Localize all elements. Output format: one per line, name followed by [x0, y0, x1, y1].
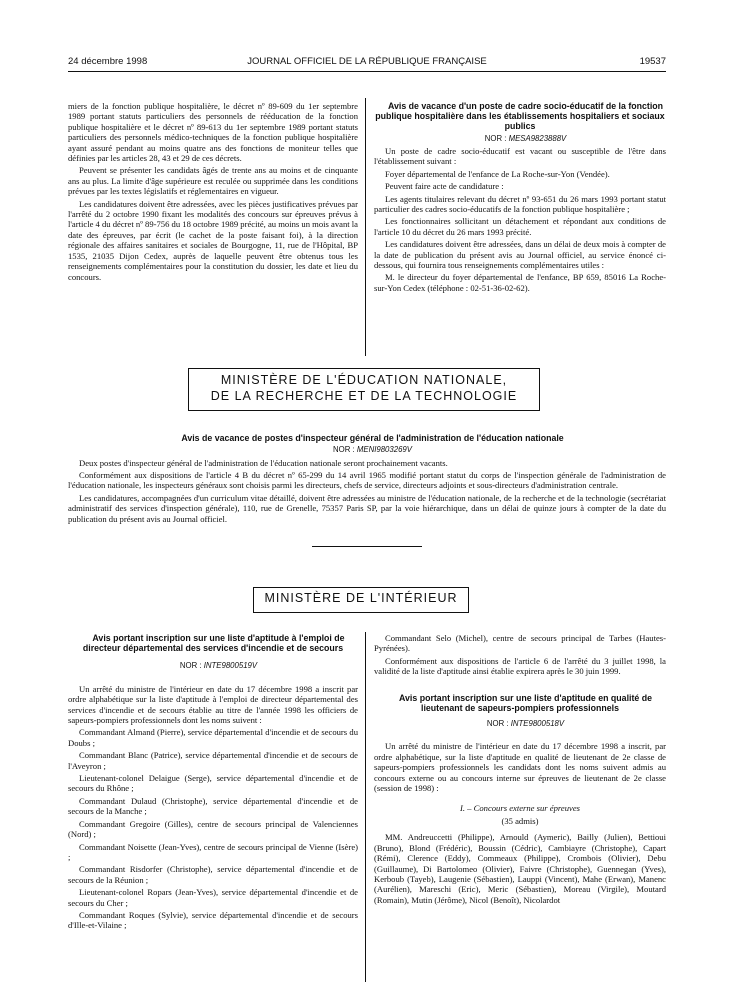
list-item: Lieutenant-colonel Delaigue (Serge), service départemental d'incendie et de secours du Rhône ;	[68, 773, 358, 794]
paragraph: Les candidatures, accompagnées d'un curriculum vitae détaillé, doivent être adressées au ministre de l'éducation nationale, de la recherche et de la technologie (secrétariat administratif des services d'inspection générale), 110, rue de Grenelle, 75357 Paris SP, par la voie hiérarchique, dans un délai de quinze jours à compter de la date du publication du présent avis au Journal officiel.	[68, 492, 666, 524]
ministry-interior-box	[253, 587, 469, 613]
top-left-column	[68, 101, 358, 284]
header-journal-title: JOURNAL OFFICIEL DE LA RÉPUBLIQUE FRANÇAISE	[247, 56, 487, 67]
nor-reference: NOR : INTE9800519V	[179, 661, 258, 671]
ministry-line: MINISTÈRE DE L'INTÉRIEUR	[264, 591, 458, 605]
admitted-count: (35 admis)	[501, 815, 539, 826]
column-divider	[365, 98, 366, 356]
paragraph: Conformément aux dispositions de l'article 4 B du décret nº 65-299 du 14 avril 1965 modifié portant statut du corps de l'inspection générale de l'administration de l'éducation nationale, les inspecteurs généraux sont choisis parmi les directeurs, chefs de service, directeurs adjoints et sous-directeurs d'administration centrale.	[68, 470, 666, 491]
education-notice	[68, 433, 666, 526]
section-separator	[312, 546, 422, 547]
paragraph: miers de la fonction publique hospitalière, le décret nº 89-609 du 1er septembre 1989 portant statuts particuliers des personnels de rééducation de la fonction publique hospitalière et le décret nº 89-613 du 1er septembre 1989 portant statuts particuliers des personnels médico-techniques de la fonction publique hospitalière ayant assuré pendant au moins quatre ans des fonctions de moniteur telles que définies par les articles 28, 43 et 29 de ces décrets.	[68, 101, 358, 164]
section-heading: I. – Concours externe sur épreuves	[460, 803, 580, 814]
list-item: Commandant Blanc (Patrice), service départemental d'incendie et de secours de l'Aveyron ;	[68, 750, 358, 771]
paragraph: Les fonctionnaires sollicitant un détachement et répondant aux conditions de l'article 10 du décret du 26 mars 1993 précité.	[374, 216, 666, 237]
notice-title: Avis de vacance d'un poste de cadre socio-éducatif de la fonction publique hospitalière dans les établissements hospitaliers et sociaux publics	[375, 101, 665, 132]
notice-title: Avis portant inscription sur une liste d'aptitude en qualité de lieutenant de sapeurs-pompiers professionnels	[399, 692, 652, 713]
notice-title: Avis portant inscription sur une liste d'aptitude à l'emploi de directeur départemental des services d'incendie et de secours	[82, 633, 345, 654]
nor-reference: NOR : MESA9823888V	[484, 133, 567, 143]
ministry-education-box	[188, 368, 540, 411]
header-rule	[68, 71, 666, 72]
list-item: Commandant Gregoire (Gilles), centre de secours principal de Valenciennes (Nord) ;	[68, 818, 358, 840]
paragraph: Un arrêté du ministre de l'intérieur en date du 17 décembre 1998 a inscrit par ordre alphabétique sur la liste d'aptitude à l'emploi de directeur départemental des services d'incendie et de secours établie au titre de l'année 1998 les officiers de sapeurs-pompiers professionnels dont les noms suivent :	[68, 683, 358, 726]
paragraph: Un arrêté du ministre de l'intérieur en date du 17 décembre 1998 a inscrit, par ordre alphabétique, sur la liste d'aptitude en qualité de lieutenant de 2e classe de sapeurs-pompiers professionnels les candidats dont les noms suivent admis au concours externe ou au concours interne sur épreuves de lieutenant de 2e classe (session de 1998) :	[374, 741, 666, 794]
admitted-names: MM. Andreuccetti (Philippe), Arnould (Aymeric), Bailly (Julien), Bettioui (Bruno), Blond (Frédéric), Boussin (Cédric), Cambiayre (Christophe), Capart (Rémi), Clerence (Eddy), Commeaux (Philippe), Crombois (Olivier), Debu (Guillaume), Di Bartolomeo (Olivier), Faivre (Christophe), Guennegan (Yves), Kerboub (Tayeb), Laugenie (Sébastien), Lauppi (Vincent), Mahe (Erwan), Manenc (Aurélien), Mareschi (Eric), Meric (Sébastien), Moreau (Virgile), Moutard (Romain), Mutin (Jérôme), Nicol (Benoît), Nicolardot	[374, 832, 666, 905]
interior-left-column	[68, 633, 358, 933]
paragraph: Deux postes d'inspecteur général de l'administration de l'éducation nationale seront prochainement vacants.	[79, 457, 448, 468]
header-date: 24 décembre 1998	[68, 56, 148, 67]
list-item: Commandant Dulaud (Christophe), service départemental d'incendie et de secours de la Manche ;	[68, 795, 358, 817]
top-right-column	[374, 101, 666, 295]
paragraph: M. le directeur du foyer départemental de l'enfance, BP 659, 85016 La Roche-sur-Yon Cedex (téléphone : 02-51-36-02-62).	[374, 272, 666, 293]
list-item: Commandant Almand (Pierre), service départemental d'incendie et de secours du Doubs ;	[68, 727, 358, 748]
paragraph: Les candidatures doivent être adressées, avec les pièces justificatives prévues par l'arrêté du 2 octobre 1990 fixant les modalités des concours sur épreuves prévus à l'article 4 du décret nº 89-756 du 18 octobre 1989 précité, au moins un mois avant la date des épreuves, par écrit (le cachet de la poste faisant foi), à la direction régionale des affaires sanitaires et sociales de Bourgogne, 11, rue de l'Hôpital, BP 1535, 21035 Dijon Cedex, auprès de laquelle peuvent être obtenus tous les renseignements complémentaires pour la constitution du dossier, les date et lieu du concours.	[68, 198, 358, 282]
paragraph: Les agents titulaires relevant du décret nº 93-651 du 26 mars 1993 portant statut particulier des cadres socio-éducatifs de la fonction publique hospitalière ;	[374, 193, 666, 215]
interior-right-column	[374, 633, 666, 907]
paragraph: Peuvent faire acte de candidature :	[385, 181, 504, 192]
paragraph: Un poste de cadre socio-éducatif est vacant ou susceptible de l'être dans l'établissement suivant :	[374, 146, 666, 167]
nor-reference: NOR : INTE9800518V	[486, 719, 565, 729]
header-page-number: 19537	[639, 56, 666, 67]
notice-title: Avis de vacance de postes d'inspecteur général de l'administration de l'éducation nationale	[181, 433, 564, 443]
paragraph: Les candidatures doivent être adressées, dans un délai de deux mois à compter de la date de publication du présent avis au Journal officiel, au service énoncé ci-dessous, qui fournira tous renseignements complémentaires utiles :	[374, 239, 666, 271]
ministry-line: MINISTÈRE DE L'ÉDUCATION NATIONALE,	[220, 373, 508, 387]
column-divider	[365, 632, 366, 982]
list-item: Commandant Risdorfer (Christophe), service départemental d'incendie et de secours de la Réunion ;	[68, 864, 358, 885]
list-item: Commandant Noisette (Jean-Yves), centre de secours principal de Vienne (Isère) ;	[68, 841, 358, 862]
list-item: Commandant Selo (Michel), centre de secours principal de Tarbes (Hautes-Pyrénées).	[374, 633, 666, 654]
nor-reference: NOR : MENI9803269V	[333, 445, 412, 455]
paragraph: Foyer départemental de l'enfance de La Roche-sur-Yon (Vendée).	[385, 168, 610, 179]
list-item: Commandant Roques (Sylvie), service départemental d'incendie et de secours d'Ille-et-Vilaine ;	[68, 909, 358, 931]
paragraph: Conformément aux dispositions de l'article 6 de l'arrêté du 3 juillet 1998, la validité de la liste d'aptitude ainsi établie expirera après le 30 juin 1999.	[374, 655, 666, 677]
page-header	[68, 56, 666, 70]
list-item: Lieutenant-colonel Ropars (Jean-Yves), service départemental d'incendie et de secours du Cher ;	[68, 887, 358, 908]
ministry-line: DE LA RECHERCHE ET DE LA TECHNOLOGIE	[210, 389, 518, 403]
paragraph: Peuvent se présenter les candidats âgés de trente ans au moins et de cinquante ans au plus. La limite d'âge supérieure est reculée ou supprimée dans les conditions prévues par les textes législatifs et réglementaires en vigueur.	[68, 165, 358, 197]
